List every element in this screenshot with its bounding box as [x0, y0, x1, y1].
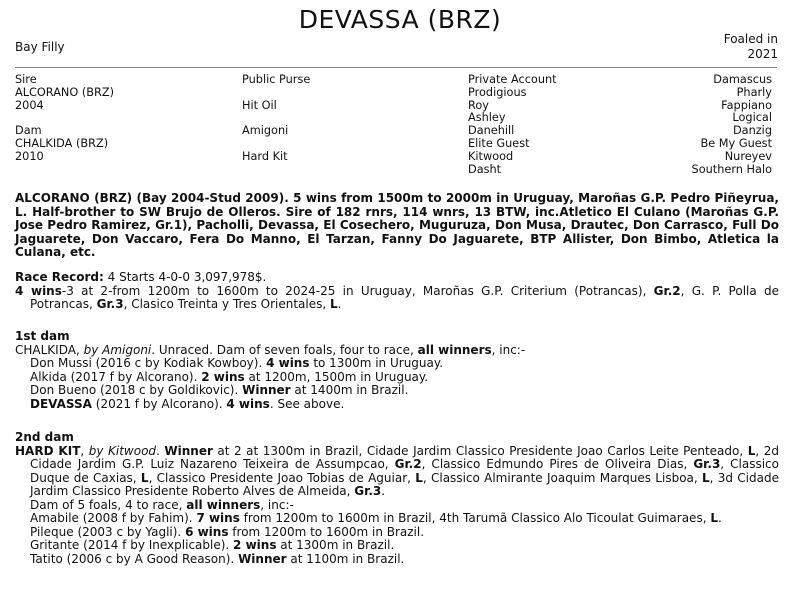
text: 2 wins	[233, 538, 277, 552]
text: 4 wins	[226, 396, 270, 411]
race-record-summary: 4 Starts 4-0-0 3,097,978$.	[103, 270, 267, 284]
text: at 2 at 1300m in Brazil, Cidade Jardim Classico Presidente Joao Carlos Leite Penteado,	[212, 443, 748, 458]
foal-line	[15, 539, 779, 553]
dam-sire: by Kitwood	[88, 443, 157, 458]
text: . Unraced. Dam of seven foals, four to race,	[151, 342, 418, 357]
foaled-label: Foaled in	[723, 32, 778, 46]
gen4-item: Nureyev	[724, 149, 772, 163]
gen4-item: Fappiano	[721, 98, 772, 112]
horse-sex-color: Bay Filly	[15, 40, 65, 54]
dam-name: CHALKIDA (BRZ)	[15, 136, 109, 150]
gen4-item: Damascus	[713, 73, 772, 86]
gen3-item: Danehill	[468, 124, 515, 138]
gen3-item: Kitwood	[468, 149, 514, 163]
text: , Classico Presidente Joao Tobias de Aguiar,	[148, 470, 416, 485]
dam-sire: by Amigoni	[83, 342, 152, 357]
gen4-item: Southern Halo	[691, 162, 772, 176]
sire-year: 2004	[15, 98, 44, 112]
foal-line	[15, 384, 779, 398]
text: .	[156, 443, 165, 458]
text: Tatito (2006 c by A Good Reason).	[30, 551, 239, 566]
text: Pileque (2003 c by Yagli).	[30, 524, 186, 539]
section-heading: 2nd dam	[15, 430, 74, 444]
text: Amabile (2008 f by Fahim).	[30, 511, 197, 525]
text: Gr.3	[354, 484, 382, 498]
sire-summary: ALCORANO (BRZ) (Bay 2004-Stud 2009). 5 wins from 1500m to 2000m in Uruguay, Maroñas G.P. Pedro Piñeyrua, L. Half-brother to SW Brujo de Olleros. Sire of 182 rnrs, 114 wnrs, 13 BTW, inc.Atletico El Culano (Maroñas G.P. Jose Pedro Ramirez, Gr.1), Pacholli, Devassa, El Cosechero, Muguruza, Don Musa, Drautec, Don Carrasco, Full Do Jaguarete, Don Vaccaro, Fera Do Manno, El Tarzan, Fanny Do Jaguarete, BTP Allister, Don Bimbo, Atletica la Culana, etc.	[15, 191, 779, 259]
text: Gr.2	[394, 457, 422, 471]
race-record-wins	[15, 285, 779, 312]
text: Dam of 5 foals, 4 to race,	[30, 497, 187, 512]
gen3-item: Private Account	[468, 73, 557, 86]
text: .	[381, 484, 386, 498]
foaled-year: 2021	[747, 47, 778, 61]
text: Gritante (2014 f by Inexplicable).	[30, 538, 234, 552]
text: all winners	[417, 342, 492, 357]
section-heading: 1st dam	[15, 329, 70, 343]
text: Winner	[164, 443, 213, 458]
text: .	[337, 297, 342, 311]
text: . See above.	[269, 396, 345, 411]
text: 6 wins	[185, 524, 229, 539]
race-record	[15, 271, 779, 312]
text: Winner	[238, 551, 287, 566]
gen2-dam-dam: Hard Kit	[242, 149, 288, 163]
gen2-sire-dam: Hit Oil	[242, 98, 277, 112]
text: ,	[75, 342, 84, 357]
second-dam-section	[15, 431, 779, 566]
text: at 1300m in Brazil.	[276, 538, 395, 552]
text: Alkida (2017 f by Alcorano).	[30, 369, 202, 384]
text: Don Bueno (2018 c by Goldikovic).	[30, 383, 243, 397]
gen2-sire-sire: Public Purse	[242, 73, 311, 86]
foal-line	[15, 512, 779, 526]
text: Winner	[242, 383, 291, 397]
first-dam-section	[15, 330, 779, 411]
text: Don Mussi (2016 c by Kodiak Kowboy).	[30, 356, 267, 370]
text: L	[710, 511, 718, 525]
text: , Clasico Treinta y Tres Orientales,	[123, 297, 330, 311]
text: 4 wins	[266, 356, 310, 370]
foal-line	[15, 553, 779, 567]
gen4-item: Pharly	[736, 85, 772, 99]
text: L	[140, 470, 149, 485]
gen3-item: Elite Guest	[468, 136, 530, 150]
pedigree-sire-column	[15, 74, 114, 164]
pedigree-gen2-column	[242, 74, 310, 164]
text: , Classico Duque de Caxias,	[30, 457, 779, 485]
text: L	[747, 443, 756, 458]
text: , Classico Almirante Joaquim Marques Lisboa,	[422, 470, 702, 485]
race-record-label: Race Record:	[15, 270, 104, 284]
text: L	[415, 470, 423, 485]
grade: Gr.3	[96, 297, 124, 311]
foal-line-subject	[15, 398, 779, 412]
text: 2 wins	[201, 369, 245, 384]
foal-line	[15, 526, 779, 540]
gen4-item: Logical	[732, 111, 772, 125]
grade: Gr.2	[653, 283, 681, 298]
text: all winners	[186, 497, 261, 512]
foal-line	[15, 371, 779, 385]
dam-label: Dam	[15, 124, 42, 138]
foal-line	[15, 357, 779, 371]
text: , Classico Edmundo Pires de Oliveira Dias,	[421, 457, 694, 471]
gen3-item: Dasht	[468, 162, 502, 176]
first-dam-line	[15, 344, 779, 358]
wins-count: 4 wins	[15, 283, 62, 298]
text: -3 at 2-from 1200m to 1600m to 2024-25 in Uruguay, Maroñas G.P. Criterium (Potrancas),	[61, 283, 654, 298]
text: 7 wins	[196, 511, 240, 525]
page-title: DEVASSA (BRZ)	[298, 5, 502, 34]
text: , 2d Cidade Jardim G.P. Luiz Nazareno Teixeira de Assumpcao,	[30, 443, 779, 471]
sire-label: Sire	[15, 73, 37, 86]
text: Gr.3	[693, 457, 721, 471]
text: to 1300m in Uruguay.	[309, 356, 444, 370]
foaled-info	[724, 32, 778, 62]
pedigree-gen4-column	[692, 74, 772, 176]
text: L	[702, 470, 710, 485]
gen2-dam-sire: Amigoni	[242, 124, 289, 138]
text: from 1200m to 1600m in Brazil, 4th Tarumã Classico Alo Ticoulat Guimaraes,	[239, 511, 711, 525]
text: at 1200m, 1500m in Uruguay.	[244, 369, 429, 384]
gen3-item: Prodigious	[468, 85, 527, 99]
text: , G. P. Polla de Potrancas,	[30, 283, 779, 311]
text: , 3d Cidade Jardim Classico Presidente Roberto Alves de Almeida,	[30, 470, 779, 498]
grade: L	[330, 297, 338, 311]
text: .	[717, 511, 722, 525]
gen3-item: Roy	[468, 98, 489, 112]
text: at 1100m in Brazil.	[286, 551, 405, 566]
text: from 1200m to 1600m in Brazil.	[228, 524, 425, 539]
text: , inc:-	[260, 497, 294, 512]
header-divider	[15, 67, 777, 68]
text: (2021 f by Alcorano).	[91, 396, 227, 411]
text: , inc:-	[491, 342, 526, 357]
gen4-item: Danzig	[732, 124, 772, 138]
gen4-item: Be My Guest	[700, 136, 772, 150]
text: DEVASSA	[30, 396, 92, 411]
dam-year: 2010	[15, 149, 44, 163]
text: ,	[80, 443, 89, 458]
dam-name: HARD KIT	[15, 443, 81, 458]
dam-produce-summary	[15, 499, 779, 513]
second-dam-line	[15, 445, 779, 499]
text: at 1400m in Brazil.	[290, 383, 409, 397]
pedigree-gen3-column	[468, 74, 557, 176]
sire-name: ALCORANO (BRZ)	[15, 85, 115, 99]
dam-name: CHALKIDA	[15, 342, 76, 357]
gen3-item: Ashley	[468, 111, 506, 125]
